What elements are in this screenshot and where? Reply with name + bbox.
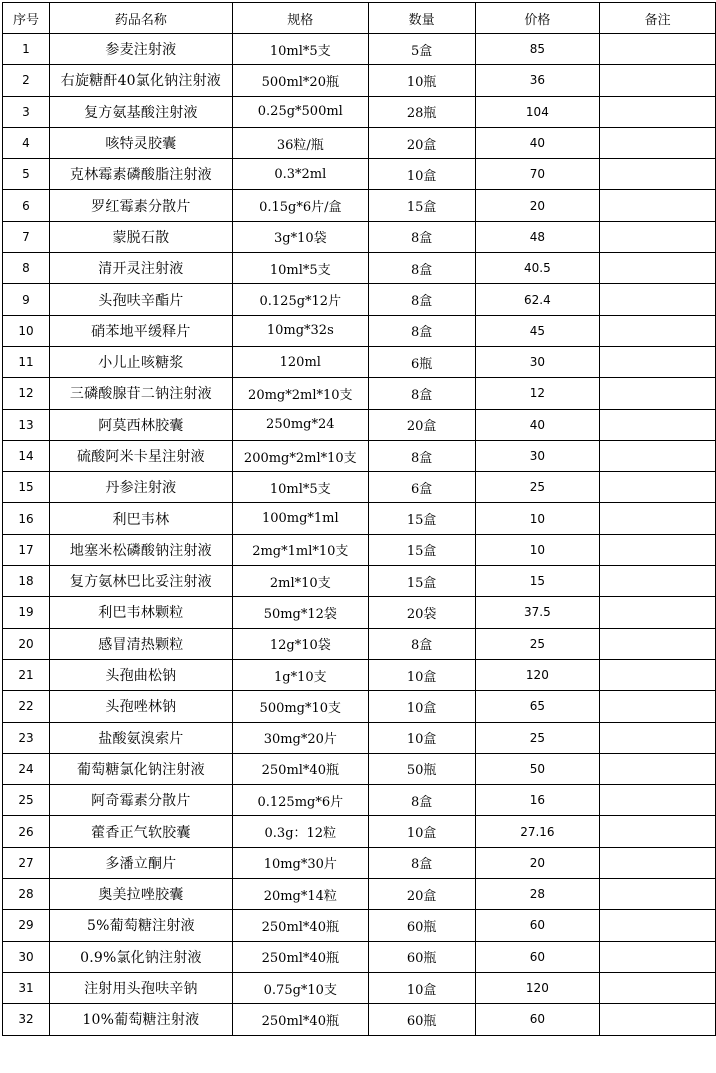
header-note: 备注 <box>600 3 716 34</box>
quantity-cell: 6盒 <box>368 472 475 503</box>
note-cell <box>600 941 716 972</box>
table-row <box>3 127 716 158</box>
note-cell <box>600 910 716 941</box>
quantity-cell: 15盒 <box>368 534 475 565</box>
row-index-cell: 17 <box>3 534 50 565</box>
table-row <box>3 190 716 221</box>
table-row <box>3 409 716 440</box>
spec-cell: 200mg*2ml*10支 <box>232 440 368 471</box>
table-row <box>3 879 716 910</box>
table-row <box>3 941 716 972</box>
note-cell <box>600 628 716 659</box>
price-cell: 120 <box>475 972 600 1003</box>
header-index: 序号 <box>3 3 50 34</box>
price-cell: 15 <box>475 566 600 597</box>
price-cell: 28 <box>475 879 600 910</box>
row-index-cell: 10 <box>3 315 50 346</box>
price-cell: 65 <box>475 691 600 722</box>
note-cell <box>600 440 716 471</box>
quantity-cell: 20盒 <box>368 127 475 158</box>
row-index-cell: 18 <box>3 566 50 597</box>
spec-cell: 12g*10袋 <box>232 628 368 659</box>
note-cell <box>600 816 716 847</box>
price-cell: 40 <box>475 409 600 440</box>
spec-cell: 50mg*12袋 <box>232 597 368 628</box>
spec-cell: 0.125mg*6片 <box>232 785 368 816</box>
table-row <box>3 910 716 941</box>
table-row <box>3 566 716 597</box>
drug-name-cell: 阿奇霉素分散片 <box>49 785 232 816</box>
drug-name-cell: 复方氨基酸注射液 <box>49 96 232 127</box>
spec-cell: 0.3*2ml <box>232 159 368 190</box>
quantity-cell: 8盒 <box>368 785 475 816</box>
price-cell: 30 <box>475 346 600 377</box>
quantity-cell: 15盒 <box>368 566 475 597</box>
table-row <box>3 221 716 252</box>
note-cell <box>600 65 716 96</box>
price-cell: 10 <box>475 503 600 534</box>
drug-name-cell: 硫酸阿米卡星注射液 <box>49 440 232 471</box>
spec-cell: 36粒/瓶 <box>232 127 368 158</box>
quantity-cell: 20盒 <box>368 879 475 910</box>
drug-name-cell: 阿莫西林胶囊 <box>49 409 232 440</box>
price-cell: 10 <box>475 534 600 565</box>
drug-name-cell: 丹参注射液 <box>49 472 232 503</box>
spec-cell: 20mg*2ml*10支 <box>232 378 368 409</box>
row-index-cell: 28 <box>3 879 50 910</box>
drug-name-cell: 感冒清热颗粒 <box>49 628 232 659</box>
spec-cell: 0.3g：12粒 <box>232 816 368 847</box>
table-row <box>3 253 716 284</box>
note-cell <box>600 722 716 753</box>
note-cell <box>600 534 716 565</box>
table-row <box>3 659 716 690</box>
row-index-cell: 15 <box>3 472 50 503</box>
note-cell <box>600 1004 716 1035</box>
quantity-cell: 8盒 <box>368 221 475 252</box>
row-index-cell: 1 <box>3 34 50 65</box>
price-cell: 48 <box>475 221 600 252</box>
note-cell <box>600 159 716 190</box>
row-index-cell: 12 <box>3 378 50 409</box>
drug-name-cell: 奥美拉唑胶囊 <box>49 879 232 910</box>
price-cell: 20 <box>475 847 600 878</box>
quantity-cell: 15盒 <box>368 190 475 221</box>
quantity-cell: 8盒 <box>368 440 475 471</box>
drug-name-cell: 地塞米松磷酸钠注射液 <box>49 534 232 565</box>
table-body <box>3 34 716 1036</box>
note-cell <box>600 284 716 315</box>
drug-name-cell: 头孢曲松钠 <box>49 659 232 690</box>
drug-name-cell: 盐酸氨溴索片 <box>49 722 232 753</box>
table-row <box>3 628 716 659</box>
drug-name-cell: 克林霉素磷酸脂注射液 <box>49 159 232 190</box>
spec-cell: 10mg*32s <box>232 315 368 346</box>
drug-name-cell: 硝苯地平缓释片 <box>49 315 232 346</box>
header-price: 价格 <box>475 3 600 34</box>
quantity-cell: 10盒 <box>368 816 475 847</box>
spec-cell: 500ml*20瓶 <box>232 65 368 96</box>
quantity-cell: 60瓶 <box>368 910 475 941</box>
price-cell: 45 <box>475 315 600 346</box>
price-cell: 40.5 <box>475 253 600 284</box>
drug-name-cell: 藿香正气软胶囊 <box>49 816 232 847</box>
row-index-cell: 13 <box>3 409 50 440</box>
table-row <box>3 440 716 471</box>
drug-name-cell: 罗红霉素分散片 <box>49 190 232 221</box>
drug-name-cell: 头孢唑林钠 <box>49 691 232 722</box>
quantity-cell: 20盒 <box>368 409 475 440</box>
note-cell <box>600 472 716 503</box>
price-cell: 27.16 <box>475 816 600 847</box>
price-cell: 120 <box>475 659 600 690</box>
drug-name-cell: 头孢呋辛酯片 <box>49 284 232 315</box>
table-row <box>3 315 716 346</box>
note-cell <box>600 315 716 346</box>
table-row <box>3 785 716 816</box>
note-cell <box>600 253 716 284</box>
quantity-cell: 10盒 <box>368 972 475 1003</box>
drug-name-cell: 蒙脱石散 <box>49 221 232 252</box>
spec-cell: 0.25g*500ml <box>232 96 368 127</box>
table-row <box>3 34 716 65</box>
price-cell: 12 <box>475 378 600 409</box>
spec-cell: 0.75g*10支 <box>232 972 368 1003</box>
price-cell: 16 <box>475 785 600 816</box>
quantity-cell: 15盒 <box>368 503 475 534</box>
price-cell: 70 <box>475 159 600 190</box>
spec-cell: 0.125g*12片 <box>232 284 368 315</box>
note-cell <box>600 96 716 127</box>
row-index-cell: 29 <box>3 910 50 941</box>
row-index-cell: 20 <box>3 628 50 659</box>
table-row <box>3 816 716 847</box>
header-drug-name: 药品名称 <box>49 3 232 34</box>
row-index-cell: 4 <box>3 127 50 158</box>
quantity-cell: 8盒 <box>368 284 475 315</box>
table-row <box>3 722 716 753</box>
row-index-cell: 6 <box>3 190 50 221</box>
quantity-cell: 60瓶 <box>368 941 475 972</box>
header-spec: 规格 <box>232 3 368 34</box>
drug-name-cell: 清开灵注射液 <box>49 253 232 284</box>
table-row <box>3 378 716 409</box>
quantity-cell: 10盒 <box>368 722 475 753</box>
note-cell <box>600 597 716 628</box>
price-cell: 25 <box>475 628 600 659</box>
quantity-cell: 8盒 <box>368 847 475 878</box>
note-cell <box>600 691 716 722</box>
quantity-cell: 50瓶 <box>368 753 475 784</box>
note-cell <box>600 753 716 784</box>
table-row <box>3 691 716 722</box>
row-index-cell: 23 <box>3 722 50 753</box>
quantity-cell: 28瓶 <box>368 96 475 127</box>
spec-cell: 250ml*40瓶 <box>232 910 368 941</box>
quantity-cell: 10瓶 <box>368 65 475 96</box>
quantity-cell: 6瓶 <box>368 346 475 377</box>
drug-name-cell: 小儿止咳糖浆 <box>49 346 232 377</box>
table-row <box>3 503 716 534</box>
price-cell: 60 <box>475 910 600 941</box>
drug-name-cell: 注射用头孢呋辛钠 <box>49 972 232 1003</box>
price-cell: 36 <box>475 65 600 96</box>
table-row <box>3 753 716 784</box>
table-row <box>3 284 716 315</box>
spec-cell: 10ml*5支 <box>232 34 368 65</box>
price-cell: 85 <box>475 34 600 65</box>
spec-cell: 500mg*10支 <box>232 691 368 722</box>
spec-cell: 250mg*24 <box>232 409 368 440</box>
note-cell <box>600 503 716 534</box>
note-cell <box>600 566 716 597</box>
drug-name-cell: 利巴韦林颗粒 <box>49 597 232 628</box>
row-index-cell: 24 <box>3 753 50 784</box>
note-cell <box>600 659 716 690</box>
spec-cell: 30mg*20片 <box>232 722 368 753</box>
row-index-cell: 26 <box>3 816 50 847</box>
drug-name-cell: 复方氨林巴比妥注射液 <box>49 566 232 597</box>
row-index-cell: 19 <box>3 597 50 628</box>
row-index-cell: 21 <box>3 659 50 690</box>
row-index-cell: 5 <box>3 159 50 190</box>
table-row <box>3 1004 716 1035</box>
spec-cell: 20mg*14粒 <box>232 879 368 910</box>
spec-cell: 0.15g*6片/盒 <box>232 190 368 221</box>
drug-name-cell: 参麦注射液 <box>49 34 232 65</box>
drug-name-cell: 咳特灵胶囊 <box>49 127 232 158</box>
drug-name-cell: 多潘立酮片 <box>49 847 232 878</box>
table-row <box>3 847 716 878</box>
drug-name-cell: 0.9%氯化钠注射液 <box>49 941 232 972</box>
table-row <box>3 159 716 190</box>
note-cell <box>600 34 716 65</box>
row-index-cell: 27 <box>3 847 50 878</box>
row-index-cell: 32 <box>3 1004 50 1035</box>
quantity-cell: 8盒 <box>368 378 475 409</box>
drug-name-cell: 利巴韦林 <box>49 503 232 534</box>
quantity-cell: 5盒 <box>368 34 475 65</box>
header-quantity: 数量 <box>368 3 475 34</box>
note-cell <box>600 879 716 910</box>
spec-cell: 250ml*40瓶 <box>232 1004 368 1035</box>
quantity-cell: 8盒 <box>368 253 475 284</box>
table-row <box>3 472 716 503</box>
row-index-cell: 25 <box>3 785 50 816</box>
price-cell: 60 <box>475 941 600 972</box>
quantity-cell: 8盒 <box>368 628 475 659</box>
note-cell <box>600 127 716 158</box>
note-cell <box>600 346 716 377</box>
row-index-cell: 7 <box>3 221 50 252</box>
price-cell: 25 <box>475 722 600 753</box>
note-cell <box>600 190 716 221</box>
price-cell: 25 <box>475 472 600 503</box>
row-index-cell: 30 <box>3 941 50 972</box>
spec-cell: 250ml*40瓶 <box>232 753 368 784</box>
table-row <box>3 972 716 1003</box>
drug-name-cell: 葡萄糖氯化钠注射液 <box>49 753 232 784</box>
note-cell <box>600 972 716 1003</box>
row-index-cell: 16 <box>3 503 50 534</box>
note-cell <box>600 409 716 440</box>
row-index-cell: 8 <box>3 253 50 284</box>
price-cell: 30 <box>475 440 600 471</box>
drug-name-cell: 三磷酸腺苷二钠注射液 <box>49 378 232 409</box>
spec-cell: 3g*10袋 <box>232 221 368 252</box>
row-index-cell: 2 <box>3 65 50 96</box>
price-cell: 40 <box>475 127 600 158</box>
quantity-cell: 10盒 <box>368 159 475 190</box>
spec-cell: 2mg*1ml*10支 <box>232 534 368 565</box>
table-row <box>3 346 716 377</box>
drug-name-cell: 5%葡萄糖注射液 <box>49 910 232 941</box>
quantity-cell: 60瓶 <box>368 1004 475 1035</box>
note-cell <box>600 847 716 878</box>
drug-list-table <box>2 2 716 1036</box>
price-cell: 60 <box>475 1004 600 1035</box>
price-cell: 37.5 <box>475 597 600 628</box>
table-row <box>3 534 716 565</box>
spec-cell: 10ml*5支 <box>232 253 368 284</box>
price-cell: 50 <box>475 753 600 784</box>
note-cell <box>600 221 716 252</box>
table-row <box>3 597 716 628</box>
drug-name-cell: 10%葡萄糖注射液 <box>49 1004 232 1035</box>
row-index-cell: 14 <box>3 440 50 471</box>
header-row <box>3 3 716 34</box>
note-cell <box>600 378 716 409</box>
quantity-cell: 10盒 <box>368 691 475 722</box>
row-index-cell: 11 <box>3 346 50 377</box>
table-row <box>3 65 716 96</box>
spec-cell: 100mg*1ml <box>232 503 368 534</box>
quantity-cell: 20袋 <box>368 597 475 628</box>
table-header <box>3 3 716 34</box>
spec-cell: 250ml*40瓶 <box>232 941 368 972</box>
price-cell: 104 <box>475 96 600 127</box>
table-row <box>3 96 716 127</box>
price-cell: 62.4 <box>475 284 600 315</box>
row-index-cell: 31 <box>3 972 50 1003</box>
row-index-cell: 22 <box>3 691 50 722</box>
spec-cell: 10mg*30片 <box>232 847 368 878</box>
spec-cell: 1g*10支 <box>232 659 368 690</box>
quantity-cell: 10盒 <box>368 659 475 690</box>
drug-name-cell: 右旋糖酐40氯化钠注射液 <box>49 65 232 96</box>
spec-cell: 2ml*10支 <box>232 566 368 597</box>
price-cell: 20 <box>475 190 600 221</box>
spec-cell: 10ml*5支 <box>232 472 368 503</box>
quantity-cell: 8盒 <box>368 315 475 346</box>
row-index-cell: 3 <box>3 96 50 127</box>
row-index-cell: 9 <box>3 284 50 315</box>
spec-cell: 120ml <box>232 346 368 377</box>
note-cell <box>600 785 716 816</box>
